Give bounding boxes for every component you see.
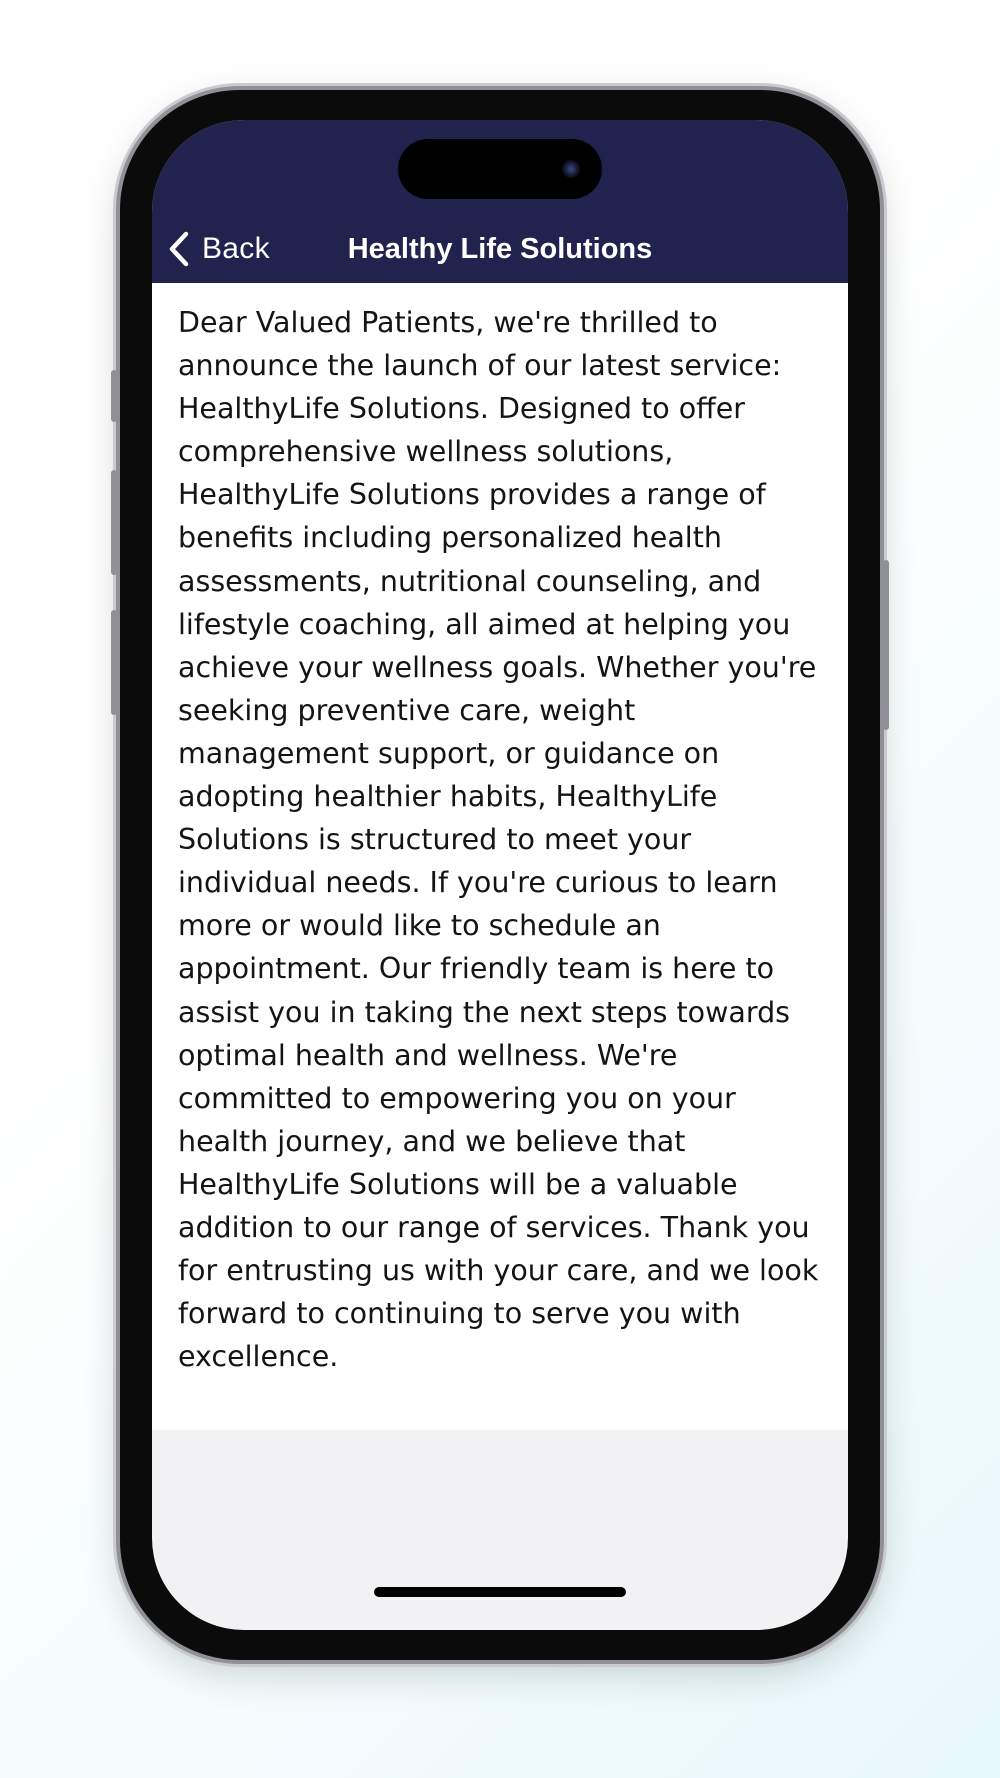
- page-title: Healthy Life Solutions: [347, 233, 653, 265]
- back-button-label: Back: [202, 232, 270, 265]
- back-button[interactable]: [166, 224, 270, 274]
- phone-screen: [152, 120, 848, 1630]
- home-indicator[interactable]: [374, 1587, 626, 1597]
- message-body: Dear Valued Patients, we're thrilled to announce the launch of our latest service: HealthyLife Solutions. Designed to offer comprehensive wellness solutions, HealthyLife Solutions provides a range of benefits including personalized health assessments, nutritional counseling, and lifestyle coaching, all aimed at helping you achieve your wellness goals. Whether you're seeking preventive care, weight management support, or guidance on adopting healthier habits, HealthyLife Solutions is structured to meet your individual needs. If you're curious to learn more or would like to schedule an appointment. Our friendly team is here to assist you in taking the next steps towards optimal health and wellness. We're committed to empowering you on your health journey, and we believe that HealthyLife Solutions will be a valuable addition to our range of services. Thank you for entrusting us with your care, and we look forward to continuing to serve you with excellence.: [178, 306, 819, 1374]
- chevron-left-icon: [166, 229, 192, 269]
- volume-up-button: [111, 470, 117, 575]
- phone-frame: [120, 90, 880, 1660]
- volume-down-button: [111, 610, 117, 715]
- dynamic-island: [398, 139, 602, 199]
- message-content: [152, 283, 848, 1430]
- navigation-bar: [152, 120, 848, 283]
- power-button: [883, 560, 889, 730]
- mute-switch: [111, 370, 117, 422]
- front-camera: [562, 160, 580, 178]
